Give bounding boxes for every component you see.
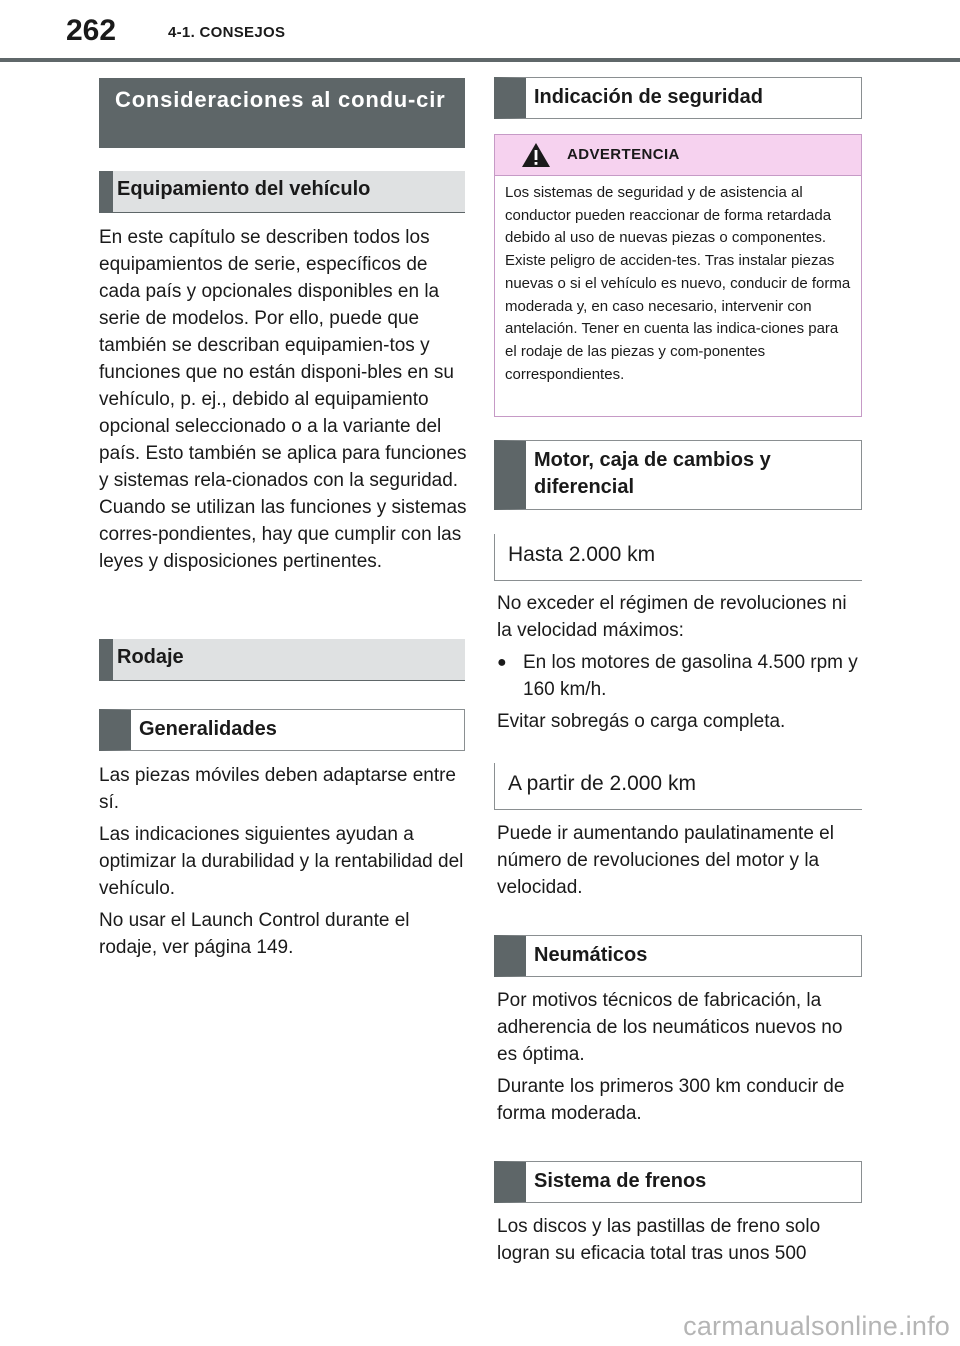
heading-generalidades: Generalidades — [99, 709, 465, 751]
frenos-text: Los discos y las pastillas de freno solo logran su eficacia total tras unos 500 — [497, 1216, 821, 1264]
gen-paragraph-2: Las indicaciones siguientes ayudan a optimizar la durabilidad y la rentabilidad del vehículo. — [99, 824, 464, 899]
bullet-dot-icon: ● — [497, 654, 507, 671]
neu-paragraph-1: Por motivos técnicos de fabricación, la adherencia de los neumáticos nuevos no es óptima. — [497, 990, 843, 1065]
header-divider — [0, 58, 960, 62]
heading-rodaje: Rodaje — [99, 639, 465, 681]
warning-header — [495, 135, 861, 176]
hasta-paragraph-1: No exceder el régimen de revoluciones ni la velocidad máximos: — [497, 593, 847, 641]
page-number: 262 — [66, 14, 117, 47]
apartir-text: Puede ir aumentando paulatinamente el número de revoluciones del motor y la velocidad. — [497, 823, 834, 898]
warning-triangle-icon — [521, 142, 551, 168]
page-header — [0, 0, 960, 64]
heading-hasta-2000: Hasta 2.000 km — [494, 534, 862, 581]
section-title: Consideraciones al condu-cir — [99, 78, 465, 148]
heading-motor: Motor, caja de cambios y diferencial — [494, 440, 862, 510]
neu-paragraph-2: Durante los primeros 300 km conducir de forma moderada. — [497, 1076, 845, 1124]
gen-paragraph-1: Las piezas móviles deben adaptarse entre sí. — [99, 765, 457, 813]
equip-paragraph: En este capítulo se describen todos los equipamientos de serie, específicos de cada país y opcionales disponibles en la serie de modelos. Por ello, puede que también se describan equipamien-tos y funciones que no están disponi-bles en su vehículo, p. ej., debido al equipamiento opcional seleccionado o a la variante del país. Esto también se aplica para funciones y sistemas rela-cionados con la seguridad. Cuando se utilizan las funciones y sistemas corres-pondientes, hay que cumplir con las leyes y disposiciones pertinentes. — [99, 227, 467, 572]
heading-neumaticos: Neumáticos — [494, 935, 862, 977]
hasta-paragraph-2: Evitar sobregás o carga completa. — [497, 711, 786, 732]
hasta-bullet: ● En los motores de gasolina 4.500 rpm y 160 km/h. — [497, 649, 865, 703]
watermark: carmanualsonline.info — [683, 1311, 950, 1341]
heading-seguridad: Indicación de seguridad — [494, 77, 862, 119]
neumaticos-text — [497, 987, 865, 1127]
warning-box — [494, 134, 862, 417]
heading-equipamiento: Equipamiento del vehículo — [99, 171, 465, 213]
heading-frenos: Sistema de frenos — [494, 1161, 862, 1203]
generalidades-text — [99, 762, 467, 961]
warning-label: ADVERTENCIA — [567, 146, 680, 163]
warning-text: Los sistemas de seguridad y de asistencia al conductor pueden reaccionar de forma retardada debido al uso de nuevas piezas o componentes. Existe peligro de acciden-tes. Tras instalar piezas nuevas o si el vehículo es nuevo, conducir de forma moderada y, en caso necesario, intervenir con antelación. Tener en cuenta las indica-ciones para el rodaje de las piezas y com-ponentes correspondientes. — [505, 184, 851, 383]
heading-apartir-2000: A partir de 2.000 km — [494, 763, 862, 810]
gen-paragraph-3: No usar el Launch Control durante el rodaje, ver página 149. — [99, 910, 410, 958]
hasta-text — [497, 590, 865, 735]
chapter-title: 4-1. CONSEJOS — [168, 24, 286, 41]
